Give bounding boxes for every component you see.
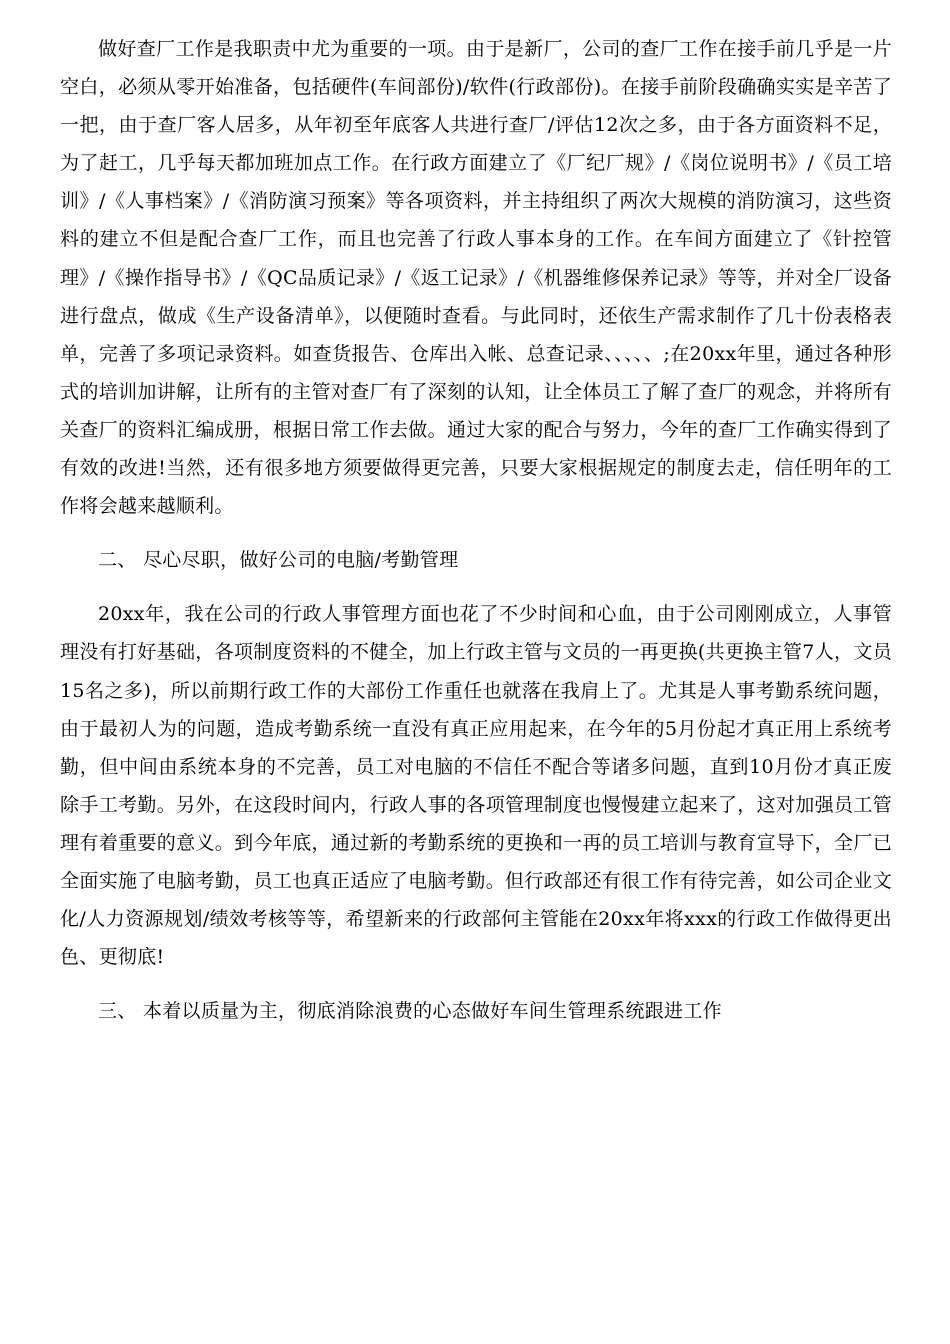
document-page [60, 30, 892, 1046]
section-heading-3: 三、 本着以质量为主，彻底消除浪费的心态做好车间生管理系统跟进工作 [98, 1000, 722, 1023]
section-heading-2: 二、 尽心尽职，做好公司的电脑/考勤管理 [98, 549, 459, 572]
paragraph-attendance-management: 20xx年，我在公司的行政人事管理方面也花了不少时间和心血，由于公司刚刚成立，人事管理没有打好基础，各项制度资料的不健全，加上行政主管与文员的一再更换(共更换主管7人，文员15名之多)，所以前期行政工作的大部份工作重任也就落在我肩上了。尤其是人事考勤系统问题，由于最初人为的问题，造成考勤系统一直没有真正应用起来，在今年的5月份起才真正用上系统考勤，但中间由系统本身的不完善，员工对电脑的不信任不配合等诸多问题，直到10月份才真正废除手工考勤。另外，在这段时间内，行政人事的各项管理制度也慢慢建立起来了，这对加强员工管理有着重要的意义。到今年底，通过新的考勤系统的更换和一再的员工培训与教育宣导下，全厂已全面实施了电脑考勤，员工也真正适应了电脑考勤。但行政部还有很工作有待完善，如公司企业文化/人力资源规划/绩效考核等等，希望新来的行政部何主管能在20xx年将xxx的行政工作做得更出色、更彻底! [60, 603, 892, 969]
paragraph-factory-inspection: 做好查厂工作是我职责中尤为重要的一项。由于是新厂，公司的查厂工作在接手前几乎是一片空白，必须从零开始准备，包括硬件(车间部份)/软件(行政部份)。在接手前阶段确确实实是辛苦了一把，由于查厂客人居多，从年初至年底客人共进行查厂/评估12次之多，由于各方面资料不足，为了赶工，几乎每天都加班加点工作。在行政方面建立了《厂纪厂规》/《岗位说明书》/《员工培训》/《人事档案》/《消防演习预案》等各项资料，并主持组织了两次大规模的消防演习，这些资料的建立不但是配合查厂工作，而且也完善了行政人事本身的工作。在车间方面建立了《针控管理》/《操作指导书》/《QC品质记录》/《返工记录》/《机器维修保养记录》等等，并对全厂设备进行盘点，做成《生产设备清单》，以便随时查看。与此同时，还依生产需求制作了几十份表格表单，完善了多项记录资料。如查货报告、仓库出入帐、总查记录、、、、、;在20xx年里，通过各种形式的培训加讲解，让所有的主管对查厂有了深刻的认知，让全体员工了解了查厂的观念，并将所有关查厂的资料汇编成册，根据日常工作去做。通过大家的配合与努力，今年的查厂工作确实得到了有效的改进!当然，还有很多地方须要做得更完善，只要大家根据规定的制度去走，信任明年的工作将会越来越顺利。 [60, 38, 892, 518]
